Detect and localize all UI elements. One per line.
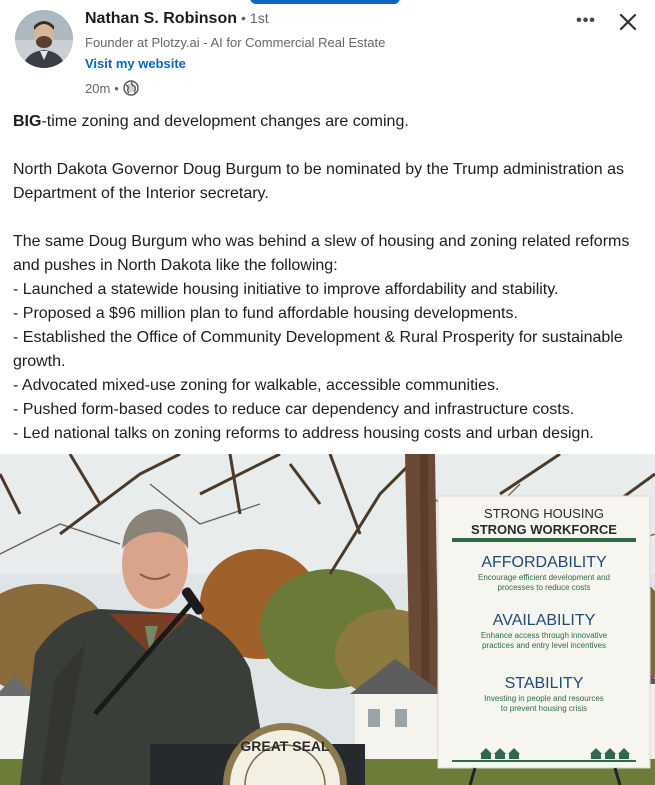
- separator-dot: •: [241, 10, 246, 26]
- sign-heading-availability: AVAILABILITY: [492, 612, 596, 629]
- post-header: [15, 10, 640, 100]
- bullet-item: - Led national talks on zoning reforms to address housing costs and urban design.: [13, 425, 594, 442]
- author-avatar[interactable]: [15, 10, 73, 68]
- post-intro: [13, 110, 645, 134]
- sign-desc: practices and entry level incentives: [481, 641, 607, 650]
- sign-line-2: STRONG WORKFORCE: [471, 522, 617, 537]
- author-name-row: [85, 10, 385, 34]
- close-icon: [616, 10, 640, 34]
- visit-website-link[interactable]: Visit my website: [85, 56, 186, 71]
- author-name[interactable]: Nathan S. Robinson: [85, 10, 237, 27]
- author-meta: [85, 10, 385, 98]
- sign-heading-stability: STABILITY: [504, 675, 584, 692]
- globe-icon: [123, 80, 139, 96]
- separator-dot: •: [114, 80, 119, 96]
- more-options-button[interactable]: •••: [576, 12, 596, 29]
- bullet-item: - Established the Office of Community Development & Rural Prosperity for sustainable growth.: [13, 329, 623, 370]
- bullet-item: - Pushed form-based codes to reduce car dependency and infrastructure costs.: [13, 401, 575, 418]
- bullet-item: - Proposed a $96 million plan to fund affordable housing developments.: [13, 305, 518, 322]
- intro-bold: BIG: [13, 113, 42, 130]
- sign-desc: processes to reduce costs: [497, 583, 591, 592]
- post-time: 20m: [85, 80, 111, 96]
- press-conference-photo: [0, 454, 655, 785]
- sign-desc: Encourage efficient development and: [478, 573, 610, 582]
- post-time-row: [85, 78, 385, 98]
- sign-heading-affordability: AFFORDABILITY: [481, 554, 607, 571]
- sign-desc: to prevent housing crisis: [500, 704, 588, 713]
- author-headline: Founder at Plotzy.ai - AI for Commercial Real Estate: [85, 35, 386, 50]
- sign-desc: Investing in people and resources: [484, 694, 604, 703]
- top-indicator-pill: [250, 0, 400, 4]
- bullet-item: - Advocated mixed-use zoning for walkable, accessible communities.: [13, 377, 500, 394]
- connection-degree: 1st: [249, 10, 269, 26]
- intro-rest: -time zoning and development changes are coming.: [41, 113, 409, 130]
- close-button[interactable]: [616, 10, 640, 34]
- post-paragraph-3: The same Doug Burgum who was behind a slew of housing and zoning related reforms and pushes in North Dakota like the following:: [13, 233, 630, 274]
- sign-desc: Enhance access through innovative: [480, 631, 608, 640]
- avatar-image: [15, 10, 73, 68]
- post-paragraph-2: North Dakota Governor Doug Burgum to be nominated by the Trump administration as Department of the Interior secretary.: [13, 161, 624, 202]
- post-body: [13, 110, 645, 446]
- seal-label: GREAT SEAL: [240, 738, 330, 754]
- post-image[interactable]: [0, 454, 655, 785]
- bullet-item: - Launched a statewide housing initiative to improve affordability and stability.: [13, 281, 559, 298]
- sign-line-1: STRONG HOUSING: [484, 506, 604, 521]
